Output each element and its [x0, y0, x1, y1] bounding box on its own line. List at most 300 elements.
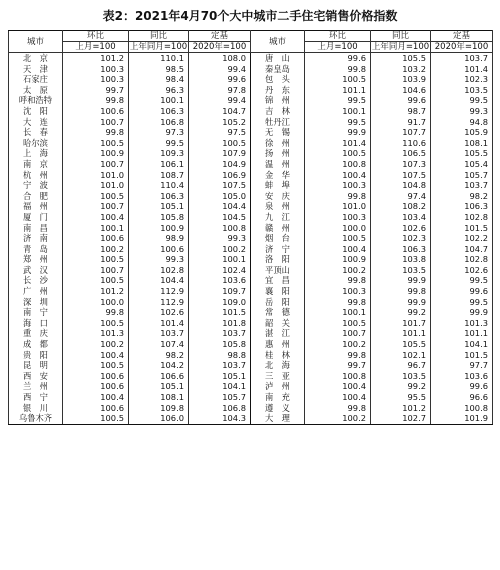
- city-cell: 烟 台: [251, 233, 305, 244]
- base-cell: 99.3: [431, 106, 493, 117]
- base-cell: 104.7: [189, 106, 251, 117]
- yoy-cell: 102.6: [129, 307, 189, 318]
- city-cell: 九 江: [251, 212, 305, 223]
- mom-cell: 101.3: [63, 328, 129, 339]
- mom-cell: 100.4: [305, 392, 371, 403]
- mom-cell: 100.2: [63, 244, 129, 255]
- yoy-cell: 108.1: [129, 392, 189, 403]
- yoy-cell: 106.0: [129, 413, 189, 424]
- city-cell: 广 州: [9, 286, 63, 297]
- mom-cell: 100.0: [63, 297, 129, 308]
- city-cell: 韶 关: [251, 318, 305, 329]
- mom-cell: 100.3: [305, 286, 371, 297]
- mom-cell: 100.4: [305, 381, 371, 392]
- base-cell: 99.4: [189, 64, 251, 75]
- base-cell: 99.6: [189, 74, 251, 85]
- mom-cell: 99.8: [63, 127, 129, 138]
- table-row: [9, 275, 493, 286]
- city-cell: 深 圳: [9, 297, 63, 308]
- table-row: [9, 360, 493, 371]
- header-base-right: 定基: [431, 31, 493, 42]
- city-cell: 北 京: [9, 53, 63, 64]
- yoy-cell: 109.3: [129, 148, 189, 159]
- mom-cell: 100.2: [63, 339, 129, 350]
- table-row: [9, 95, 493, 106]
- base-cell: 101.5: [431, 350, 493, 361]
- city-cell: 遵 义: [251, 403, 305, 414]
- base-cell: 101.1: [431, 328, 493, 339]
- base-cell: 100.8: [189, 223, 251, 234]
- table-row: [9, 148, 493, 159]
- mom-cell: 100.5: [63, 275, 129, 286]
- base-cell: 102.2: [431, 233, 493, 244]
- yoy-cell: 99.8: [371, 286, 431, 297]
- city-cell: 包 头: [251, 74, 305, 85]
- yoy-cell: 99.2: [371, 307, 431, 318]
- yoy-cell: 100.1: [129, 95, 189, 106]
- yoy-cell: 101.4: [129, 318, 189, 329]
- header-yoy-right: 同比: [371, 31, 431, 42]
- yoy-cell: 102.6: [371, 223, 431, 234]
- city-cell: 兰 州: [9, 381, 63, 392]
- city-cell: 重 庆: [9, 328, 63, 339]
- yoy-cell: 103.5: [371, 371, 431, 382]
- mom-cell: 100.3: [305, 212, 371, 223]
- yoy-cell: 110.6: [371, 138, 431, 149]
- mom-cell: 101.2: [63, 286, 129, 297]
- city-cell: 西 宁: [9, 392, 63, 403]
- base-cell: 103.7: [189, 328, 251, 339]
- table-body: [9, 53, 493, 425]
- mom-cell: 100.7: [63, 265, 129, 276]
- table-row: [9, 381, 493, 392]
- city-cell: 泸 州: [251, 381, 305, 392]
- yoy-cell: 105.5: [371, 53, 431, 64]
- base-cell: 105.0: [189, 191, 251, 202]
- city-cell: 武 汉: [9, 265, 63, 276]
- base-cell: 108.0: [189, 53, 251, 64]
- base-cell: 104.9: [189, 159, 251, 170]
- header-mom-sub-right: 上月=100: [305, 42, 371, 53]
- city-cell: 天 津: [9, 64, 63, 75]
- base-cell: 99.4: [189, 95, 251, 106]
- base-cell: 99.5: [431, 297, 493, 308]
- table-row: [9, 201, 493, 212]
- base-cell: 101.5: [189, 307, 251, 318]
- table-row: [9, 413, 493, 424]
- yoy-cell: 112.9: [129, 286, 189, 297]
- mom-cell: 100.1: [305, 106, 371, 117]
- yoy-cell: 91.7: [371, 117, 431, 128]
- mom-cell: 100.1: [63, 223, 129, 234]
- yoy-cell: 107.4: [129, 339, 189, 350]
- yoy-cell: 97.4: [371, 191, 431, 202]
- mom-cell: 100.2: [305, 339, 371, 350]
- mom-cell: 100.6: [63, 403, 129, 414]
- mom-cell: 100.2: [305, 265, 371, 276]
- city-cell: 金 华: [251, 170, 305, 181]
- city-cell: 锦 州: [251, 95, 305, 106]
- city-cell: 沈 阳: [9, 106, 63, 117]
- yoy-cell: 108.7: [129, 170, 189, 181]
- yoy-cell: 105.1: [129, 381, 189, 392]
- mom-cell: 100.5: [305, 74, 371, 85]
- mom-cell: 99.7: [63, 85, 129, 96]
- price-index-table: [8, 30, 493, 425]
- table-row: [9, 170, 493, 181]
- table-row: [9, 74, 493, 85]
- base-cell: 109.7: [189, 286, 251, 297]
- city-cell: 吉 林: [251, 106, 305, 117]
- base-cell: 104.4: [189, 201, 251, 212]
- city-cell: 石家庄: [9, 74, 63, 85]
- base-cell: 98.8: [189, 350, 251, 361]
- yoy-cell: 95.5: [371, 392, 431, 403]
- yoy-cell: 103.5: [371, 265, 431, 276]
- base-cell: 103.5: [431, 85, 493, 96]
- base-cell: 104.1: [189, 381, 251, 392]
- base-cell: 105.9: [431, 127, 493, 138]
- yoy-cell: 103.8: [371, 254, 431, 265]
- city-cell: 常 德: [251, 307, 305, 318]
- yoy-cell: 104.8: [371, 180, 431, 191]
- table-row: [9, 191, 493, 202]
- city-cell: 宜 昌: [251, 275, 305, 286]
- base-cell: 99.3: [189, 233, 251, 244]
- yoy-cell: 107.5: [371, 170, 431, 181]
- table-row: [9, 106, 493, 117]
- mom-cell: 100.5: [63, 360, 129, 371]
- base-cell: 103.7: [431, 180, 493, 191]
- table-row: [9, 138, 493, 149]
- table-row: [9, 350, 493, 361]
- base-cell: 104.1: [431, 339, 493, 350]
- table-row: [9, 403, 493, 414]
- base-cell: 96.6: [431, 392, 493, 403]
- table-row: [9, 254, 493, 265]
- city-cell: 南 充: [251, 392, 305, 403]
- base-cell: 101.9: [431, 413, 493, 424]
- city-cell: 呼和浩特: [9, 95, 63, 106]
- city-cell: 济 宁: [251, 244, 305, 255]
- mom-cell: 99.8: [305, 64, 371, 75]
- base-cell: 97.8: [189, 85, 251, 96]
- base-cell: 106.3: [431, 201, 493, 212]
- yoy-cell: 109.8: [129, 403, 189, 414]
- base-cell: 104.7: [431, 244, 493, 255]
- mom-cell: 100.9: [63, 148, 129, 159]
- mom-cell: 100.5: [305, 318, 371, 329]
- base-cell: 102.8: [431, 254, 493, 265]
- city-cell: 济 南: [9, 233, 63, 244]
- yoy-cell: 98.7: [371, 106, 431, 117]
- mom-cell: 101.0: [305, 201, 371, 212]
- mom-cell: 100.4: [63, 350, 129, 361]
- header-base-sub-left: 2020年=100: [189, 42, 251, 53]
- table-row: [9, 233, 493, 244]
- table-row: [9, 85, 493, 96]
- mom-cell: 100.5: [63, 318, 129, 329]
- city-cell: 杭 州: [9, 170, 63, 181]
- header-yoy-left: 同比: [129, 31, 189, 42]
- mom-cell: 99.5: [305, 117, 371, 128]
- mom-cell: 100.0: [305, 223, 371, 234]
- table-row: [9, 318, 493, 329]
- yoy-cell: 105.5: [371, 339, 431, 350]
- yoy-cell: 101.1: [371, 328, 431, 339]
- city-cell: 昆 明: [9, 360, 63, 371]
- base-cell: 108.1: [431, 138, 493, 149]
- city-cell: 福 州: [9, 201, 63, 212]
- city-cell: 郑 州: [9, 254, 63, 265]
- yoy-cell: 98.2: [129, 350, 189, 361]
- yoy-cell: 102.8: [129, 265, 189, 276]
- city-cell: 厦 门: [9, 212, 63, 223]
- city-cell: 乌鲁木齐: [9, 413, 63, 424]
- city-cell: 无 锡: [251, 127, 305, 138]
- yoy-cell: 106.6: [129, 371, 189, 382]
- mom-cell: 100.8: [305, 371, 371, 382]
- yoy-cell: 107.3: [371, 159, 431, 170]
- mom-cell: 101.1: [305, 85, 371, 96]
- mom-cell: 101.0: [63, 170, 129, 181]
- base-cell: 99.6: [431, 381, 493, 392]
- mom-cell: 99.8: [63, 307, 129, 318]
- table-row: [9, 307, 493, 318]
- yoy-cell: 110.4: [129, 180, 189, 191]
- base-cell: 101.4: [431, 64, 493, 75]
- table-row: [9, 297, 493, 308]
- base-cell: 105.2: [189, 117, 251, 128]
- base-cell: 102.4: [189, 265, 251, 276]
- city-cell: 长 沙: [9, 275, 63, 286]
- base-cell: 103.6: [431, 371, 493, 382]
- mom-cell: 99.5: [305, 95, 371, 106]
- city-cell: 成 都: [9, 339, 63, 350]
- city-cell: 西 安: [9, 371, 63, 382]
- city-cell: 桂 林: [251, 350, 305, 361]
- mom-cell: 99.8: [305, 403, 371, 414]
- table-row: [9, 244, 493, 255]
- city-cell: 大 连: [9, 117, 63, 128]
- base-cell: 107.9: [189, 148, 251, 159]
- mom-cell: 100.7: [63, 117, 129, 128]
- header-mom-sub-left: 上月=100: [63, 42, 129, 53]
- base-cell: 102.8: [431, 212, 493, 223]
- base-cell: 99.5: [431, 95, 493, 106]
- table-row: [9, 64, 493, 75]
- city-cell: 南 宁: [9, 307, 63, 318]
- yoy-cell: 102.1: [371, 350, 431, 361]
- mom-cell: 99.8: [305, 297, 371, 308]
- city-cell: 平顶山: [251, 265, 305, 276]
- base-cell: 97.7: [431, 360, 493, 371]
- base-cell: 100.8: [431, 403, 493, 414]
- yoy-cell: 97.3: [129, 127, 189, 138]
- yoy-cell: 100.9: [129, 223, 189, 234]
- city-cell: 南 昌: [9, 223, 63, 234]
- city-cell: 温 州: [251, 159, 305, 170]
- base-cell: 105.7: [189, 392, 251, 403]
- base-cell: 105.1: [189, 371, 251, 382]
- mom-cell: 100.7: [63, 201, 129, 212]
- mom-cell: 100.5: [305, 148, 371, 159]
- yoy-cell: 98.5: [129, 64, 189, 75]
- table-row: [9, 180, 493, 191]
- base-cell: 105.8: [189, 339, 251, 350]
- yoy-cell: 103.2: [371, 64, 431, 75]
- mom-cell: 100.1: [305, 307, 371, 318]
- city-cell: 银 川: [9, 403, 63, 414]
- city-cell: 三 亚: [251, 371, 305, 382]
- yoy-cell: 101.7: [371, 318, 431, 329]
- city-cell: 宁 波: [9, 180, 63, 191]
- mom-cell: 99.8: [305, 191, 371, 202]
- base-cell: 103.7: [431, 53, 493, 64]
- yoy-cell: 102.7: [371, 413, 431, 424]
- city-cell: 太 原: [9, 85, 63, 96]
- yoy-cell: 100.6: [129, 244, 189, 255]
- base-cell: 100.1: [189, 254, 251, 265]
- table-row: [9, 265, 493, 276]
- yoy-cell: 101.2: [371, 403, 431, 414]
- base-cell: 104.5: [189, 212, 251, 223]
- mom-cell: 100.5: [63, 138, 129, 149]
- yoy-cell: 112.9: [129, 297, 189, 308]
- base-cell: 101.3: [431, 318, 493, 329]
- yoy-cell: 103.4: [371, 212, 431, 223]
- mom-cell: 100.5: [305, 233, 371, 244]
- yoy-cell: 106.8: [129, 117, 189, 128]
- city-cell: 湛 江: [251, 328, 305, 339]
- yoy-cell: 110.1: [129, 53, 189, 64]
- city-cell: 蚌 埠: [251, 180, 305, 191]
- mom-cell: 100.5: [63, 254, 129, 265]
- city-cell: 牡丹江: [251, 117, 305, 128]
- table-row: [9, 117, 493, 128]
- header-city-right: 城市: [251, 31, 305, 53]
- yoy-cell: 99.9: [371, 297, 431, 308]
- city-cell: 岳 阳: [251, 297, 305, 308]
- city-cell: 赣 州: [251, 223, 305, 234]
- mom-cell: 99.6: [305, 53, 371, 64]
- yoy-cell: 98.4: [129, 74, 189, 85]
- yoy-cell: 104.6: [371, 85, 431, 96]
- base-cell: 101.8: [189, 318, 251, 329]
- city-cell: 上 海: [9, 148, 63, 159]
- yoy-cell: 103.7: [129, 328, 189, 339]
- city-cell: 大 理: [251, 413, 305, 424]
- mom-cell: 100.6: [63, 106, 129, 117]
- mom-cell: 100.4: [63, 392, 129, 403]
- table-row: [9, 159, 493, 170]
- yoy-cell: 106.3: [129, 106, 189, 117]
- city-cell: 合 肥: [9, 191, 63, 202]
- header-base-left: 定基: [189, 31, 251, 42]
- base-cell: 105.5: [431, 148, 493, 159]
- base-cell: 102.3: [431, 74, 493, 85]
- mom-cell: 100.7: [305, 328, 371, 339]
- mom-cell: 100.9: [305, 254, 371, 265]
- yoy-cell: 107.7: [371, 127, 431, 138]
- yoy-cell: 105.1: [129, 201, 189, 212]
- yoy-cell: 102.3: [371, 233, 431, 244]
- yoy-cell: 96.3: [129, 85, 189, 96]
- mom-cell: 100.4: [63, 212, 129, 223]
- table-row: [9, 286, 493, 297]
- yoy-cell: 108.2: [371, 201, 431, 212]
- base-cell: 105.7: [431, 170, 493, 181]
- yoy-cell: 104.4: [129, 275, 189, 286]
- yoy-cell: 98.9: [129, 233, 189, 244]
- city-cell: 安 庆: [251, 191, 305, 202]
- yoy-cell: 106.3: [129, 191, 189, 202]
- table-row: [9, 392, 493, 403]
- table-row: [9, 53, 493, 64]
- header-mom-right: 环比: [305, 31, 371, 42]
- base-cell: 106.8: [189, 403, 251, 414]
- table-row: [9, 212, 493, 223]
- base-cell: 103.7: [189, 360, 251, 371]
- city-cell: 南 京: [9, 159, 63, 170]
- city-cell: 北 海: [251, 360, 305, 371]
- mom-cell: 99.8: [63, 95, 129, 106]
- yoy-cell: 105.8: [129, 212, 189, 223]
- city-cell: 海 口: [9, 318, 63, 329]
- base-cell: 99.5: [431, 275, 493, 286]
- header-yoy-sub-left: 上年同月=100: [129, 42, 188, 52]
- base-cell: 94.8: [431, 117, 493, 128]
- base-cell: 100.2: [189, 244, 251, 255]
- yoy-cell: 99.9: [371, 275, 431, 286]
- city-cell: 襄 阳: [251, 286, 305, 297]
- city-cell: 秦皇岛: [251, 64, 305, 75]
- city-cell: 惠 州: [251, 339, 305, 350]
- mom-cell: 100.6: [63, 233, 129, 244]
- table-row: [9, 339, 493, 350]
- mom-cell: 100.7: [63, 159, 129, 170]
- city-cell: 丹 东: [251, 85, 305, 96]
- mom-cell: 100.4: [305, 170, 371, 181]
- mom-cell: 100.3: [63, 64, 129, 75]
- base-cell: 106.9: [189, 170, 251, 181]
- mom-cell: 99.8: [305, 275, 371, 286]
- base-cell: 104.3: [189, 413, 251, 424]
- base-cell: 101.5: [431, 223, 493, 234]
- base-cell: 105.4: [431, 159, 493, 170]
- mom-cell: 100.5: [63, 413, 129, 424]
- header-base-sub-right: 2020年=100: [431, 42, 493, 53]
- city-cell: 洛 阳: [251, 254, 305, 265]
- yoy-cell: 106.5: [371, 148, 431, 159]
- yoy-cell: 103.9: [371, 74, 431, 85]
- mom-cell: 100.4: [305, 244, 371, 255]
- base-cell: 109.0: [189, 297, 251, 308]
- base-cell: 100.5: [189, 138, 251, 149]
- city-cell: 哈尔滨: [9, 138, 63, 149]
- mom-cell: 100.6: [63, 371, 129, 382]
- mom-cell: 99.8: [305, 350, 371, 361]
- base-cell: 102.6: [431, 265, 493, 276]
- mom-cell: 101.4: [305, 138, 371, 149]
- header-yoy-sub-right: 上年同月=100: [371, 42, 430, 52]
- mom-cell: 100.6: [63, 381, 129, 392]
- yoy-cell: 99.6: [371, 95, 431, 106]
- city-cell: 贵 阳: [9, 350, 63, 361]
- city-cell: 唐 山: [251, 53, 305, 64]
- table-row: [9, 127, 493, 138]
- yoy-cell: 106.3: [371, 244, 431, 255]
